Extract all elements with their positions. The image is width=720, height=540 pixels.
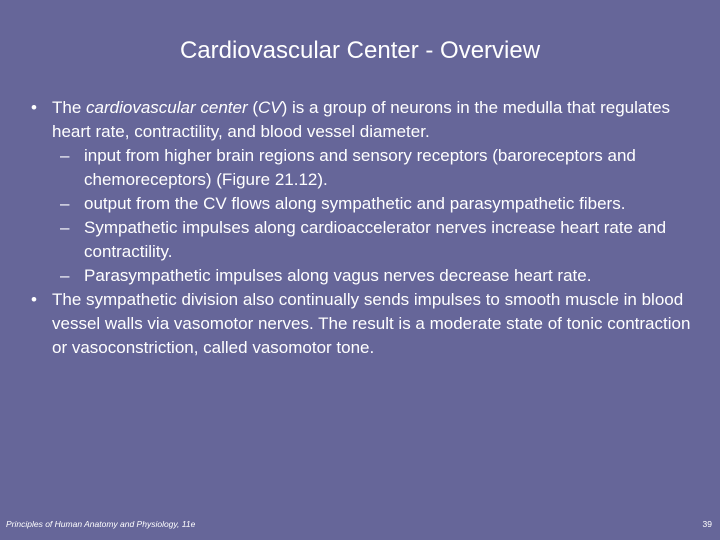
text-run: The <box>52 98 87 117</box>
text-run: ) is a group of neurons in the medulla that regulates heart rate, contractility, and blood vessel diameter. <box>52 98 671 141</box>
text-run: ( <box>247 98 258 117</box>
dash-marker: – <box>60 266 70 285</box>
page-number: 39 <box>702 519 712 529</box>
text-run-italic: CV <box>258 98 282 117</box>
sub-bullet-item <box>24 216 704 264</box>
sub-bullet-item <box>24 264 704 288</box>
sub-bullet-item <box>24 192 704 216</box>
sub-bullet-text: Parasympathetic impulses along vagus nerves decrease heart rate. <box>84 266 592 285</box>
bullet-text: The sympathetic division also continually sends impulses to smooth muscle in blood vessel walls via vasomotor nerves. The result is a moderate state of tonic contraction or vasoconstriction, called vasomotor tone. <box>52 290 691 357</box>
sub-bullet-text: input from higher brain regions and sensory receptors (baroreceptors and chemoreceptors) (Figure 21.12). <box>84 146 636 189</box>
footer-book-title: Principles of Human Anatomy and Physiology, 11e <box>6 519 196 529</box>
sub-bullet-text: output from the CV flows along sympathetic and parasympathetic fibers. <box>84 194 626 213</box>
slide-content <box>24 96 704 360</box>
bullet-marker: • <box>31 290 37 309</box>
bullet-item <box>24 96 704 144</box>
sub-bullet-item <box>24 144 704 192</box>
bullet-marker: • <box>31 98 37 117</box>
dash-marker: – <box>60 194 70 213</box>
slide-title: Cardiovascular Center - Overview <box>179 37 541 64</box>
dash-marker: – <box>60 218 70 237</box>
bullet-text <box>52 98 670 141</box>
dash-marker: – <box>60 146 70 165</box>
text-run-italic: cardiovascular center <box>86 98 248 117</box>
bullet-item <box>24 288 704 360</box>
sub-bullet-text: Sympathetic impulses along cardioaccelerator nerves increase heart rate and contractility. <box>84 218 667 261</box>
